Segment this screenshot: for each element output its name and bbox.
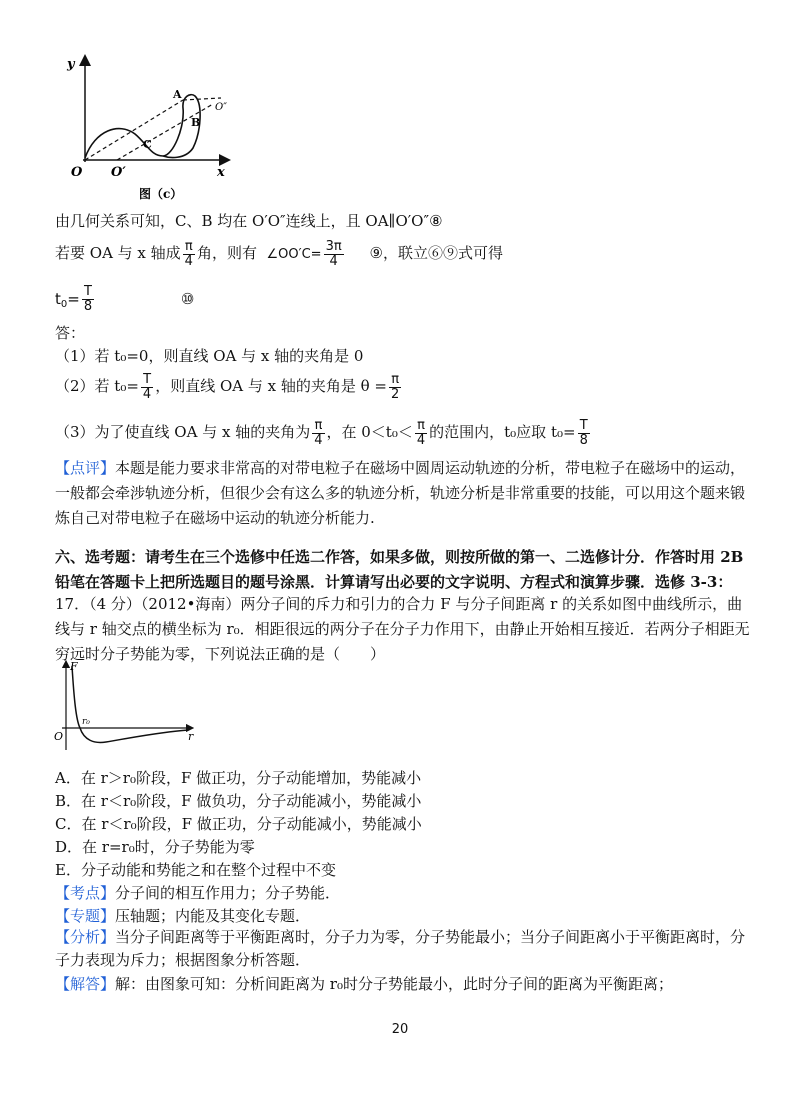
- fenxi: 【分析】当分子间距离等于平衡距离时，分子力为零，分子势能最小；当分子间距离小于平衡距离时，分子力表现为斥力；根据图象分析答题．: [55, 928, 746, 969]
- force-f-label: F: [70, 660, 78, 673]
- marker-10: ⑩: [180, 290, 195, 308]
- frac-pi-4-c: $\frac{\pi}{4}$: [416, 417, 426, 448]
- dashed-top: [183, 98, 221, 100]
- jieda: 【解答】解：由图象可知：分析间距离为 r₀时分子势能最小，此时分子间的距离为平衡距离；: [55, 975, 673, 993]
- force-r0-label: r₀: [82, 717, 90, 727]
- figure-c: [55, 52, 240, 202]
- t0-line: $t_0=$ $\frac{T}{8}$ ⑩: [55, 284, 195, 314]
- option-b: B．在 r＜r₀阶段，F 做负功，分子动能减小，势能减小: [55, 792, 422, 810]
- angle-expr: ∠OO′C=: [266, 247, 322, 262]
- option-c: C．在 r＜r₀阶段，F 做正功，分子动能减小，势能减小: [55, 815, 422, 833]
- frac-pi-2: $\frac{\pi}{2}$: [391, 371, 400, 402]
- force-o-label: O: [54, 730, 64, 743]
- fig-c-label: C: [143, 138, 152, 151]
- frac-pi-4: $\frac{\pi}{4}$: [184, 238, 193, 269]
- zhuanti: 【专题】压轴题；内能及其变化专题．: [55, 907, 311, 925]
- option-d: D．在 r=r₀时，分子势能为零: [55, 838, 255, 856]
- section-heading: 六、选考题：请考生在三个选修中任选二作答，如果多做，则按所做的第一、二选修计分．作答时用 2B 铅笔在答题卡上把所选题目的题号涂黑．计算请写出必要的文字说明、方程式和演算步骤．选修 3-3：: [55, 548, 744, 591]
- frac-t-8-b: $\frac{T}{8}$: [579, 417, 588, 448]
- fig-o-label: O: [71, 165, 83, 180]
- comment-text: 本题是能力要求非常高的对带电粒子在磁场中圆周运动轨迹的分析，带电粒子在磁场中的运动，一般都会牵涉轨迹分析，但很少会有这么多的轨迹分析，轨迹分析是非常重要的技能，可以用这个题来锻炼自己对带电粒子在磁场中运动的轨迹分析能力.: [55, 459, 746, 527]
- force-r-label: r: [188, 730, 194, 743]
- kaodian: 【考点】分子间的相互作用力；分子势能．: [55, 884, 341, 902]
- fig-a-label: A: [173, 88, 182, 101]
- fig-x-label: x: [217, 165, 225, 180]
- frac-t-8: $\frac{T}{8}$: [83, 284, 93, 314]
- answer-2: （2）若 t₀= $\frac{T}{4}$ ，则直线 OA 与 x 轴的夹角是 θ = $\frac{\pi}{2}$: [55, 371, 400, 402]
- frac-pi-4-b: $\frac{\pi}{4}$: [314, 417, 323, 448]
- page-number: 20: [391, 1022, 409, 1037]
- option-a: A．在 r＞r₀阶段，F 做正功，分子动能增加，势能减小: [55, 769, 422, 787]
- answer-label: 答：: [55, 324, 86, 342]
- answer-3: （3）为了使直线 OA 与 x 轴的夹角为 $\frac{\pi}{4}$ ，在 0＜t₀＜ $\frac{\pi}{4}$ 的范围内，t₀应取 t₀= $\frac{T}{8}$: [55, 417, 588, 448]
- frac-t-4: $\frac{T}{4}$: [142, 371, 152, 402]
- fig-caption: 图（c）: [139, 187, 183, 201]
- answer-1: （1）若 t₀=0，则直线 OA 与 x 轴的夹角是 0: [55, 347, 364, 365]
- frac-3pi-4: $\frac{3\pi}{4}$: [325, 238, 342, 269]
- fig-o1-label: O′: [111, 165, 126, 180]
- angle-pre: 若要 OA 与 x 轴成: [55, 244, 181, 262]
- figure-force: [50, 658, 200, 758]
- option-e: E．分子动能和势能之和在整个过程中不变: [55, 861, 336, 879]
- comment-tag: 【点评】: [55, 459, 116, 477]
- fig-o2-label: O″: [215, 102, 227, 113]
- angle-post: ⑨，联立⑥⑨式可得: [369, 244, 503, 262]
- comment-paragraph: [55, 456, 755, 531]
- angle-line: [55, 236, 503, 272]
- geometry-line: 由几何关系可知，C、B 均在 O′O″连线上，且 OA∥O′O″⑧: [55, 212, 443, 230]
- angle-mid: 角，则有: [196, 244, 257, 262]
- fig-b-label: B: [191, 116, 201, 129]
- fig-y-label: y: [67, 57, 75, 72]
- question-17: 17．（4 分）（2012•海南）两分子间的斥力和引力的合力 F 与分子间距离 r 的关系如图中曲线所示，曲线与 r 轴交点的横坐标为 r₀．相距很远的两分子在分子力作用下，由静止开始相互接近．若两分子相距无穷远时分子势能为零，下列说法正确的是（ ）: [55, 595, 750, 663]
- force-curve: [72, 666, 188, 742]
